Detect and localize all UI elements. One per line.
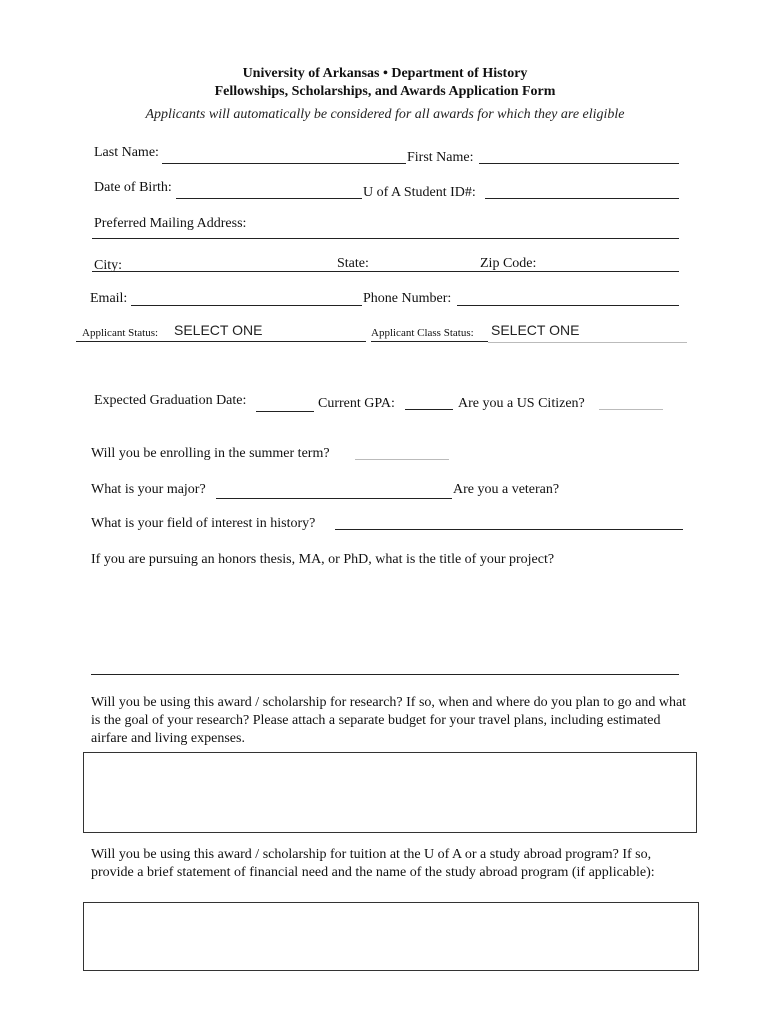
state-label: State:: [337, 256, 369, 271]
last-name-field[interactable]: [162, 163, 406, 164]
major-field[interactable]: [216, 498, 452, 499]
phone-label: Phone Number:: [363, 291, 452, 306]
class-status-underline: [371, 341, 488, 342]
project-title-label: If you are pursuing an honors thesis, MA, or PhD, what is the title of your project?: [91, 552, 555, 567]
dob-label: Date of Birth:: [94, 180, 172, 195]
field-of-interest-label: What is your field of interest in history?: [91, 516, 316, 531]
applicant-status-underline: [76, 341, 366, 342]
tuition-question: Will you be using this award / scholarship for tuition at the U of A or a study abroad program? If so, provide a brief statement of financial need and the name of the study abroad program (if applicable):: [91, 847, 655, 880]
summer-term-field[interactable]: [355, 459, 449, 460]
student-id-field[interactable]: [485, 198, 679, 199]
email-field[interactable]: [131, 305, 362, 306]
summer-term-label: Will you be enrolling in the summer term?: [91, 446, 330, 461]
first-name-label: First Name:: [407, 150, 474, 165]
last-name-label: Last Name:: [94, 145, 159, 160]
research-answer-box[interactable]: [83, 752, 697, 833]
mailing-address-label: Preferred Mailing Address:: [94, 216, 247, 231]
mailing-address-field[interactable]: [92, 238, 679, 239]
class-status-underline-gray: [488, 342, 687, 343]
field-of-interest-field[interactable]: [335, 529, 683, 530]
city-state-zip-field[interactable]: [92, 271, 679, 272]
veteran-label: Are you a veteran?: [453, 482, 560, 497]
applicant-status-select[interactable]: SELECT ONE: [174, 322, 263, 338]
form-subtitle: Applicants will automatically be considered for all awards for which they are eligible: [145, 107, 625, 122]
first-name-field[interactable]: [479, 163, 679, 164]
us-citizen-field[interactable]: [599, 409, 663, 410]
form-title: Fellowships, Scholarships, and Awards Application Form: [214, 84, 556, 99]
graduation-date-field[interactable]: [256, 411, 314, 412]
us-citizen-label: Are you a US Citizen?: [458, 396, 585, 411]
project-title-field[interactable]: [91, 674, 679, 675]
email-label: Email:: [90, 291, 128, 306]
city-label: City:: [94, 258, 123, 273]
class-status-label: Applicant Class Status:: [371, 327, 474, 339]
major-label: What is your major?: [91, 482, 206, 497]
graduation-date-label: Expected Graduation Date:: [94, 393, 247, 408]
class-status-select[interactable]: SELECT ONE: [491, 322, 580, 338]
zip-code-label: Zip Code:: [480, 256, 537, 271]
student-id-label: U of A Student ID#:: [363, 185, 476, 200]
applicant-status-label: Applicant Status:: [82, 327, 159, 339]
tuition-answer-box[interactable]: [83, 902, 699, 971]
dob-field[interactable]: [176, 198, 362, 199]
gpa-label: Current GPA:: [318, 396, 395, 411]
gpa-field[interactable]: [405, 409, 453, 410]
phone-field[interactable]: [457, 305, 679, 306]
form-header-institution: University of Arkansas • Department of History: [242, 66, 528, 81]
research-question: Will you be using this award / scholarship for research? If so, when and where do you plan to go and what is the goal of your research? Please attach a separate budget for your travel plans, including estimated airfare and living expenses.: [91, 695, 687, 746]
